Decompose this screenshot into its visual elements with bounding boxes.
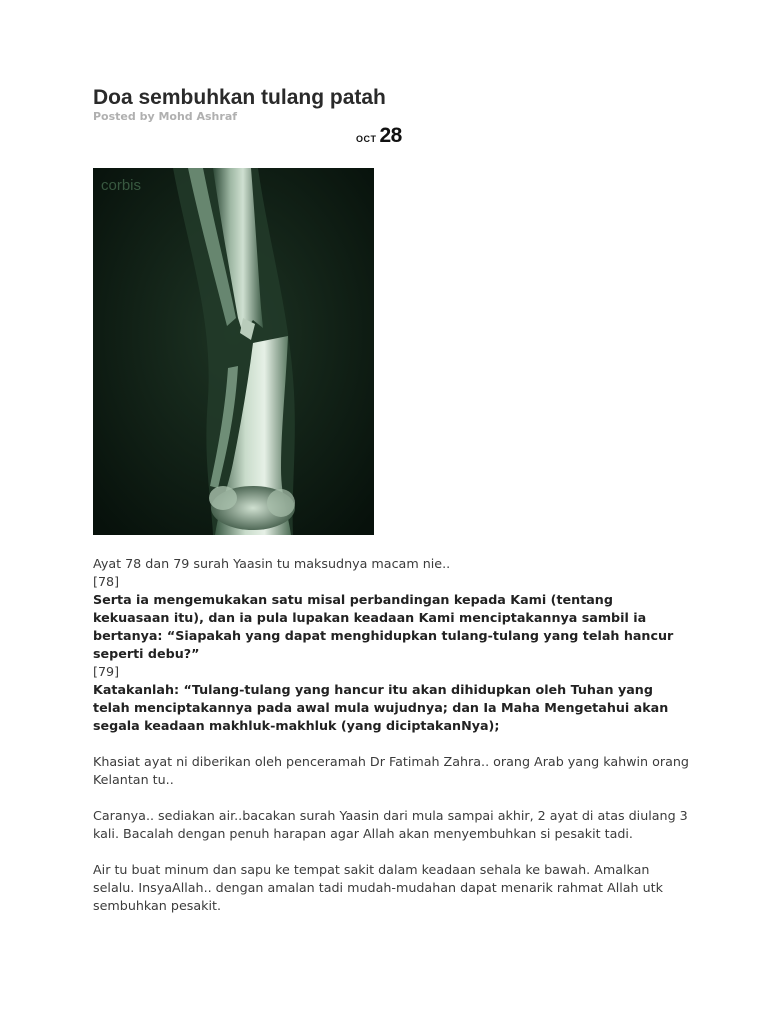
verse-78-text: Serta ia mengemukakan satu misal perbandingan kepada Kami (tentang kekuasaan itu), dan ia pula lupakan keadaan Kami menciptakannya sambil ia bertanya: “Siapakah yang dapat menghidupkan tulang-tulang yang telah hancur seperti debu?” — [93, 592, 674, 661]
caranya-paragraph: Caranya.. sediakan air..bacakan surah Yaasin dari mula sampai akhir, 2 ayat di atas diulang 3 kali. Bacalah dengan penuh harapan agar Allah akan menyembuhkan si pesakit tadi. — [93, 808, 688, 841]
post-author: Posted by Mohd Ashraf — [93, 110, 238, 123]
post-date-day: 28 — [379, 124, 402, 147]
intro-text: Ayat 78 dan 79 surah Yaasin tu maksudnya macam nie.. — [93, 556, 451, 571]
post-title[interactable]: Doa sembuhkan tulang patah — [93, 86, 386, 109]
verse-79-number: [79] — [93, 664, 120, 679]
post-date-month: OCT — [356, 134, 377, 144]
verse-79-text: Katakanlah: “Tulang-tulang yang hancur itu akan dihidupkan oleh Tuhan yang telah menciptakannya pada awal mula wujudnya; dan Ia Maha Mengetahui akan segala keadaan makhluk-makhluk (yang diciptakanNya); — [93, 682, 669, 733]
xray-watermark: corbis — [101, 177, 142, 194]
verse-78-number: [78] — [93, 574, 120, 589]
khasiat-paragraph: Khasiat ayat ni diberikan oleh penceramah Dr Fatimah Zahra.. orang Arab yang kahwin orang Kelantan tu.. — [93, 754, 689, 787]
xray-illustration — [93, 168, 374, 535]
xray-image — [93, 168, 374, 535]
post-date — [356, 124, 402, 148]
post-body — [93, 555, 693, 915]
amalan-paragraph: Air tu buat minum dan sapu ke tempat sakit dalam keadaan sehala ke bawah. Amalkan selalu. InsyaAllah.. dengan amalan tadi mudah-mudahan dapat menarik rahmat Allah utk sembuhkan pesakit. — [93, 862, 663, 913]
